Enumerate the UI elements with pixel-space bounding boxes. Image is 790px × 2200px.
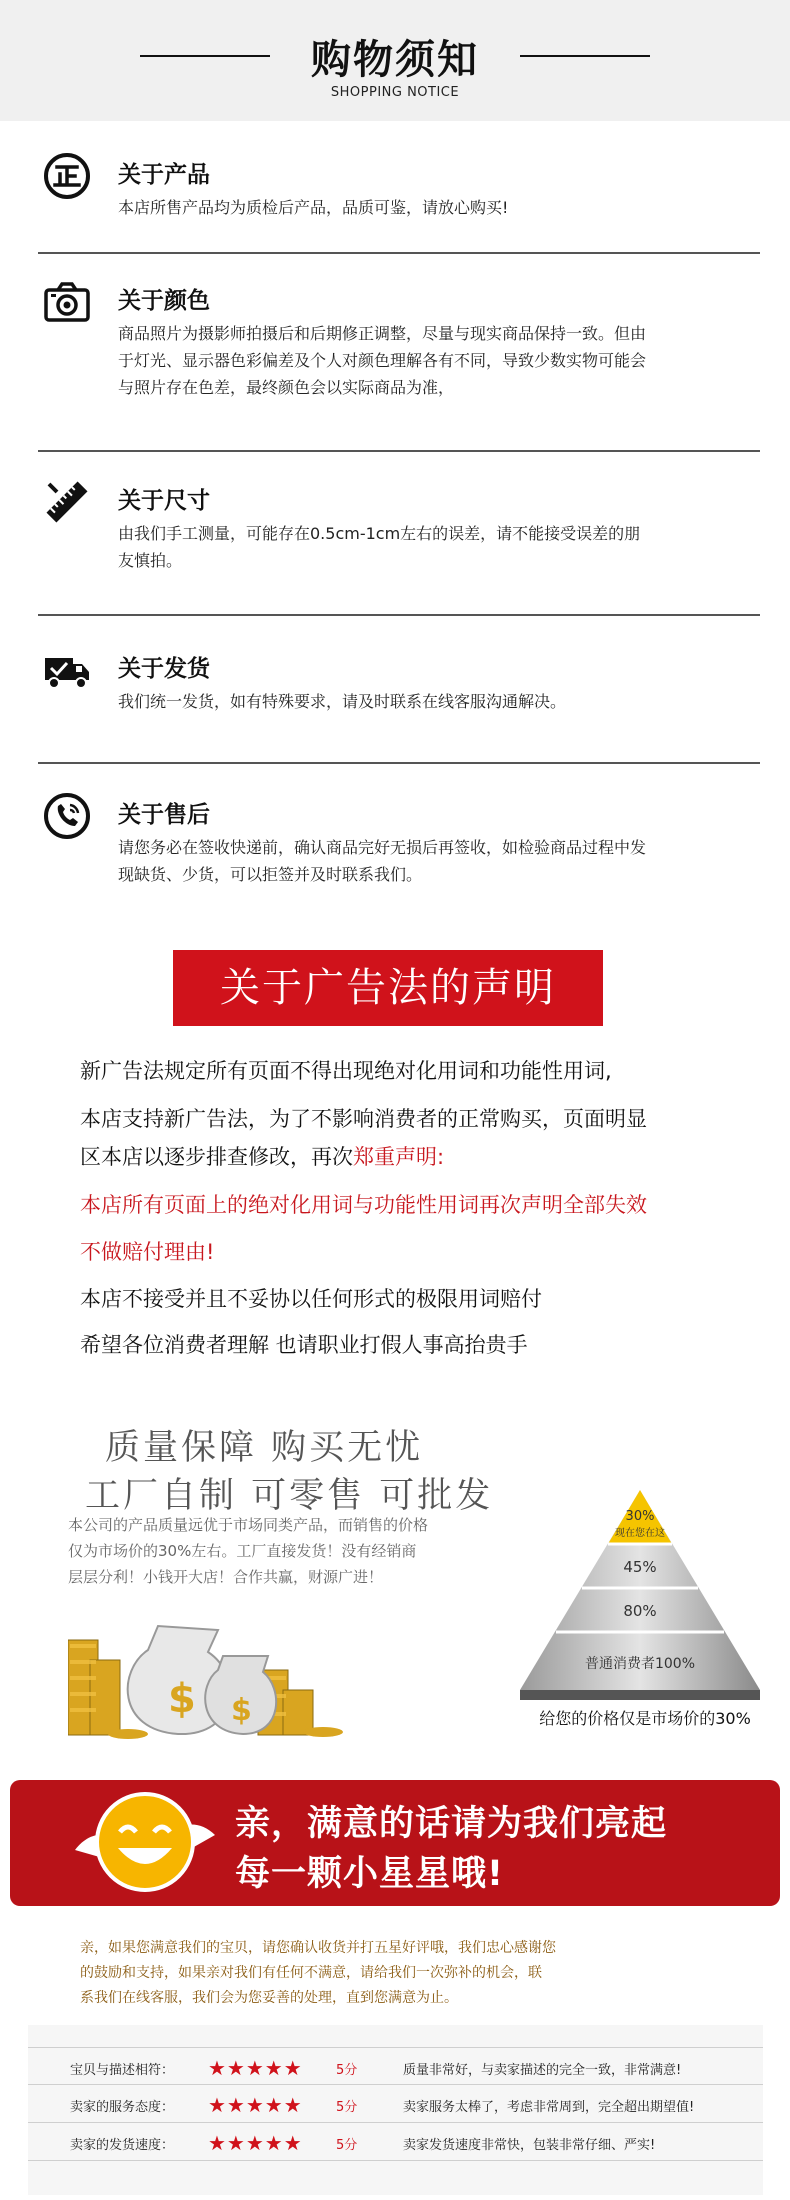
section-shipping xyxy=(38,646,760,736)
rating-label: 宝贝与描述相符： xyxy=(70,2063,175,2078)
money-bags-coins-image xyxy=(68,1600,348,1740)
section-line: 现缺货、少货，可以拒签并及时联系我们。 xyxy=(118,865,423,884)
section-line: 商品照片为摄影师拍摄后和后期修正调整，尽量与现实商品保持一致。但由 xyxy=(118,324,647,343)
thanks-line: 亲，如果您满意我们的宝贝，请您确认收货并打五星好评哦，我们忠心感谢您 xyxy=(80,1940,556,1956)
rating-label: 卖家的发货速度： xyxy=(70,2138,175,2153)
ad-line: 新广告法规定所有页面不得出现绝对化用词和功能性用词, xyxy=(80,1059,612,1083)
ad-law-banner: 关于广告法的声明 xyxy=(173,950,603,1026)
smiley-face-icon xyxy=(70,1780,220,1906)
thanks-message xyxy=(80,1936,720,2011)
section-divider xyxy=(38,762,760,764)
pyramid-tier-4: 普通消费者100% xyxy=(584,1656,696,1672)
page-subtitle: SHOPPING NOTICE xyxy=(330,85,460,100)
pyramid-caption: 给您的价格仅是市场价的30% xyxy=(539,1709,751,1728)
notice-header xyxy=(0,0,790,121)
camera-icon xyxy=(43,278,91,326)
rating-score: 5分 xyxy=(336,2100,358,2115)
section-line: 请您务必在签收快递前，确认商品完好无损后再签收，如检验商品过程中发 xyxy=(118,838,647,857)
price-pyramid xyxy=(520,1490,760,1700)
quality-subheading: 工厂自制 可零售 可批发 xyxy=(85,1476,494,1516)
svg-text:$: $ xyxy=(231,1693,252,1728)
quality-line: 仅为市场价的30%左右。工厂直接发货！没有经销商 xyxy=(68,1542,417,1560)
ad-line-text: 区本店以逐步排查修改，再次 xyxy=(80,1145,353,1169)
rating-desc: 质量非常好，与卖家描述的完全一致，非常满意! xyxy=(403,2063,682,2078)
rating-label: 卖家的服务态度： xyxy=(70,2100,175,2115)
banner-line-2: 每一颗小星星哦! xyxy=(235,1854,504,1894)
pyramid-tier-3: 80% xyxy=(623,1602,657,1620)
ad-line-red: 不做赔付理由! xyxy=(80,1240,215,1264)
quality-line: 本公司的产品质量远优于市场同类产品，而销售的价格 xyxy=(68,1516,429,1534)
section-body xyxy=(118,520,758,574)
ad-line-red: 本店所有页面上的绝对化用词与功能性用词再次声明全部失效 xyxy=(80,1193,647,1217)
rating-row xyxy=(28,2123,763,2161)
section-title: 关于发货 xyxy=(118,656,210,682)
rate-us-banner xyxy=(10,1780,780,1906)
rating-table xyxy=(28,2025,763,2195)
section-line: 与照片存在色差，最终颜色会以实际商品为准， xyxy=(118,378,455,397)
section-product xyxy=(38,152,760,252)
page-title: 购物须知 xyxy=(311,37,479,83)
section-title: 关于尺寸 xyxy=(118,488,210,514)
delivery-truck-icon xyxy=(43,646,91,694)
ad-line: 本店支持新广告法，为了不影响消费者的正常购买，页面明显 xyxy=(80,1107,647,1131)
thanks-line: 系我们在线客服，我们会为您妥善的处理，直到您满意为止。 xyxy=(80,1990,458,2006)
ad-line xyxy=(80,1142,760,1172)
pyramid-tier-1: 30% xyxy=(625,1509,655,1524)
rating-score: 5分 xyxy=(336,2138,358,2153)
rating-row xyxy=(28,2085,763,2123)
section-title: 关于售后 xyxy=(118,802,210,828)
rating-stars: ★★★★★ xyxy=(208,2093,303,2117)
section-title: 关于产品 xyxy=(118,162,210,188)
section-body xyxy=(118,320,758,401)
section-line: 于灯光、显示器色彩偏差及个人对颜色理解各有不同，导致少数实物可能会 xyxy=(118,351,647,370)
section-line: 我们统一发货，如有特殊要求，请及时联系在线客服沟通解决。 xyxy=(118,692,567,711)
rating-score: 5分 xyxy=(336,2063,358,2078)
zheng-badge-icon xyxy=(43,152,91,200)
section-divider xyxy=(38,614,760,616)
section-title: 关于颜色 xyxy=(118,288,210,314)
ad-line: 本店不接受并且不妥协以任何形式的极限用词赔付 xyxy=(80,1287,542,1311)
phone-service-icon xyxy=(43,792,91,840)
ad-line-emphasis: 郑重声明: xyxy=(353,1145,445,1169)
section-size xyxy=(38,478,760,588)
quality-line: 层层分利！小钱开大店！合作共赢，财源广进！ xyxy=(68,1568,384,1586)
ruler-icon xyxy=(43,478,91,526)
section-line: 本店所售产品均为质检后产品，品质可鉴，请放心购买! xyxy=(118,198,509,217)
section-body xyxy=(118,688,758,715)
section-line: 由我们手工测量，可能存在0.5cm-1cm左右的误差，请不能接受误差的朋 xyxy=(118,524,641,543)
section-body xyxy=(118,194,758,221)
ad-line: 希望各位消费者理解 也请职业打假人事高抬贵手 xyxy=(80,1333,528,1357)
quality-body xyxy=(68,1512,508,1590)
rating-stars: ★★★★★ xyxy=(208,2131,303,2155)
section-divider xyxy=(38,450,760,452)
header-rule-right xyxy=(520,55,650,57)
rating-row xyxy=(28,2047,763,2085)
rating-desc: 卖家发货速度非常快，包装非常仔细、严实! xyxy=(403,2138,656,2153)
section-after-sales xyxy=(38,792,760,902)
svg-text:$: $ xyxy=(168,1676,196,1722)
rating-stars: ★★★★★ xyxy=(208,2056,303,2080)
pyramid-tier-2: 45% xyxy=(623,1558,657,1576)
section-line: 友慎拍。 xyxy=(118,551,183,570)
section-body xyxy=(118,834,758,888)
pyramid-tier-1-note: 现在您在这 xyxy=(615,1528,665,1539)
thanks-line: 的鼓励和支持，如果亲对我们有任何不满意，请给我们一次弥补的机会，联 xyxy=(80,1965,542,1981)
quality-heading: 质量保障 购买无忧 xyxy=(105,1428,424,1468)
section-color xyxy=(38,278,760,438)
section-divider xyxy=(38,252,760,254)
banner-line-1: 亲，满意的话请为我们亮起 xyxy=(235,1804,668,1844)
rating-desc: 卖家服务太棒了，考虑非常周到，完全超出期望值! xyxy=(403,2100,695,2115)
